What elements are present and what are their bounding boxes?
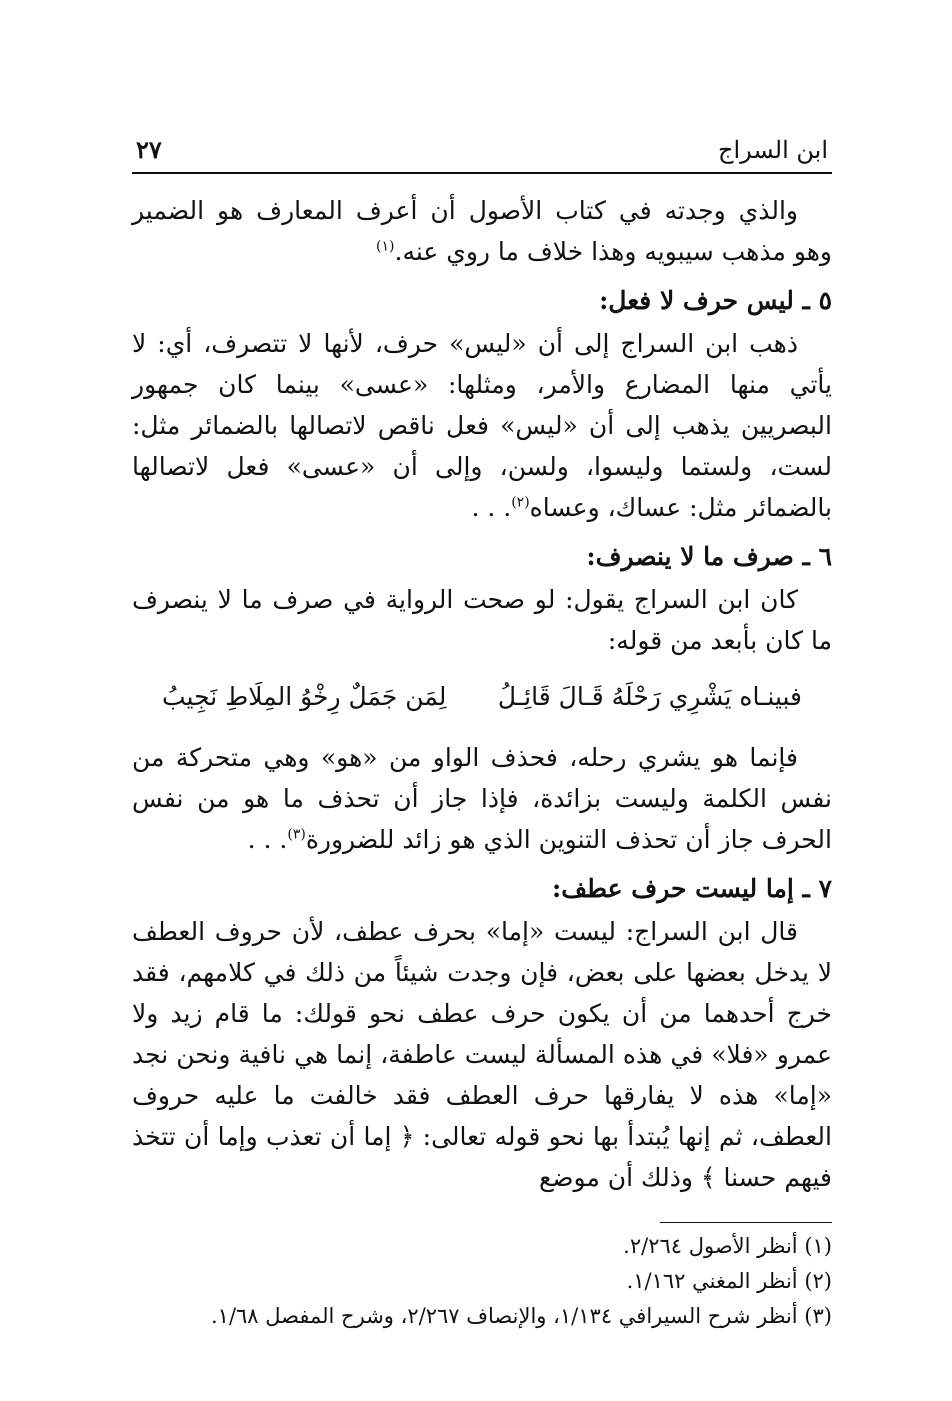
paragraph-1 <box>132 190 832 272</box>
footnote-3: (٣) أنظر شرح السيرافي ١/١٣٤، والإنصاف ٢/٢٦٧، وشرح المفصل ١/٦٨. <box>210 1304 832 1328</box>
footnote-ref-2: (٢) <box>511 494 530 511</box>
book-page <box>132 128 832 1334</box>
footnote-1: (١) أنظر الأصول ٢/٢٦٤. <box>623 1234 832 1258</box>
paragraph-2 <box>132 323 832 528</box>
page-number: ٢٧ <box>136 135 162 164</box>
paragraph-4-tail: . . . <box>247 825 288 854</box>
main-text <box>132 190 832 1198</box>
running-head <box>132 128 832 174</box>
footnote-ref-1: (١) <box>376 238 395 255</box>
verse-second-hemistich: لِمَن جَمَلٌ رِخْوُ المِلَاطِ نَجِيبُ <box>162 682 447 711</box>
paragraph-1-text: والذي وجدته في كتاب الأصول أن أعرف المعارف هو الضمير وهو مذهب سيبويه وهذا خلاف ما روي عنه. <box>132 196 832 266</box>
running-title: ابن السراج <box>717 136 828 164</box>
section-heading-7: ٧ ـ إما ليست حرف عطف: <box>552 874 832 903</box>
paragraph-5: قال ابن السراج: ليست «إما» بحرف عطف، لأن حروف العطف لا يدخل بعضها على بعض، فإن وجدت شيئاً من ذلك في كلامهم، فقد خرج أحدهما من أن يكون حرف عطف نحو قولك: ما قام زيد ولا عمرو «فلا» في هذه المسألة ليست عاطفة، إنما هي نافية ونحن نجد «إما» هذه لا يفارقها حرف العطف فقد خالفت ما عليه حروف العطف، ثم إنها يُبتدأ بها نحو قوله تعالى: ﴿ إما أن تعذب وإما أن تتخذ فيهم حسنا ﴾ وذلك أن موضع <box>132 917 832 1192</box>
section-heading-6: ٦ ـ صرف ما لا ينصرف: <box>586 542 832 571</box>
section-heading-5: ٥ ـ ليس حرف لا فعل: <box>599 286 832 315</box>
verse-first-hemistich: فبينـاه يَشْرِي رَحْلَهُ قَـالَ قَائِـلُ <box>497 682 802 711</box>
paragraph-2-tail: . . . <box>471 493 512 522</box>
paragraph-3: كان ابن السراج يقول: لو صحت الرواية في صرف ما لا ينصرف ما كان بأبعد من قوله: <box>132 585 832 655</box>
paragraph-4-text: فإنما هو يشري رحله، فحذف الواو من «هو» وهي متحركة من نفس الكلمة وليست بزائدة، فإذا جاز أن تحذف ما هو من نفس الحرف جاز أن تحذف التنوين الذي هو زائد للضرورة <box>132 743 832 854</box>
poetry-verse <box>132 661 832 737</box>
footnote-ref-3: (٣) <box>287 826 306 843</box>
paragraph-2-text: ذهب ابن السراج إلى أن «ليس» حرف، لأنها لا تتصرف، أي: لا يأتي منها المضارع والأمر، ومثلها: «عسى» بينما كان جمهور البصريين يذهب إلى أن «ليس» فعل ناقص لاتصالها بالضمائر مثل: لست، ولستما وليسوا، ولسن، وإلى أن «عسى» فعل لاتصالها بالضمائر مثل: عساك، وعساه <box>132 329 832 522</box>
footnote-divider <box>660 1222 832 1223</box>
footnote-2: (٢) أنظر المغني ١/١٦٢. <box>626 1269 832 1293</box>
footnotes <box>132 1229 832 1334</box>
paragraph-4 <box>132 737 832 860</box>
